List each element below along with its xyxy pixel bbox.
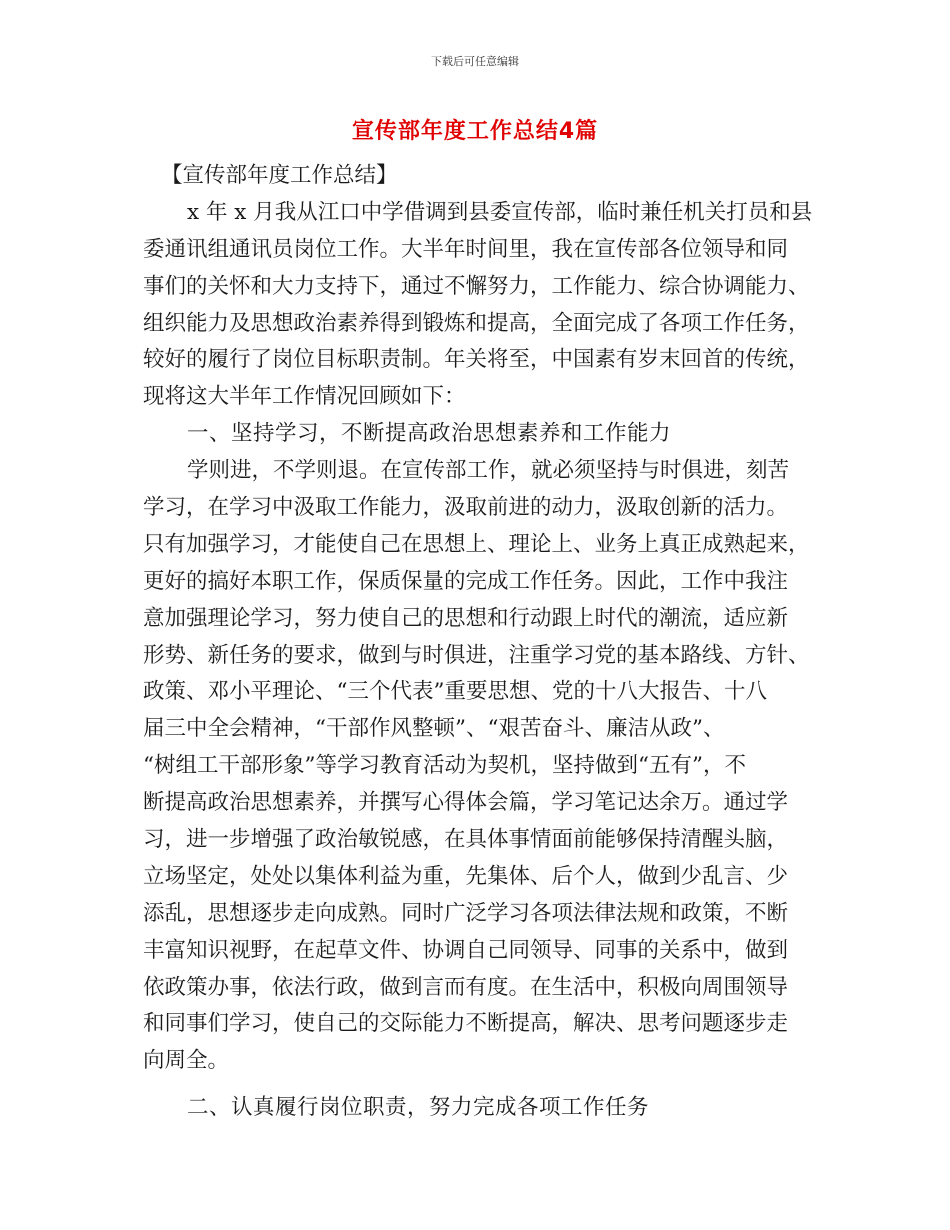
subheading: 一、坚持学习，不断提高政治思想素养和工作能力	[187, 421, 672, 447]
paragraph-line: “树组工干部形象”等学习教育活动为契机，坚持做到“五有”，不	[143, 753, 746, 779]
document-title: 宣传部年度工作总结4篇	[351, 119, 599, 144]
page-header: 下载后可任意编辑	[431, 55, 519, 68]
paragraph-line: 更好的搞好本职工作，保质保量的完成工作任务。因此，工作中我注	[143, 568, 789, 594]
paragraph-line: 形势、新任务的要求，做到与时俱进，注重学习党的基本路线、方针、	[143, 642, 810, 668]
paragraph-line: 意加强理论学习，努力使自己的思想和行动跟上时代的潮流，适应新	[143, 605, 789, 631]
document-body	[143, 158, 813, 1127]
paragraph-line: 事们的关怀和大力支持下，通过不懈努力，工作能力、综合协调能力、	[143, 273, 810, 299]
paragraph-line: 断提高政治思想素养，并撰写心得体会篇，学习笔记达余万。通过学	[143, 790, 789, 816]
paragraph-line: 学习，在学习中汲取工作能力，汲取前进的动力，汲取创新的活力。	[143, 495, 789, 521]
paragraph-line: 学则进，不学则退。在宣传部工作，就必须坚持与时俱进，刻苦	[187, 458, 790, 484]
paragraph-line: 届三中全会精神，“干部作风整顿”、“艰苦奋斗、廉洁从政”、	[143, 716, 725, 742]
paragraph-line: 组织能力及思想政治素养得到锻炼和提高，全面完成了各项工作任务，	[143, 310, 810, 336]
paragraph-line: 现将这大半年工作情况回顾如下：	[143, 384, 466, 410]
paragraph-line: 添乱，思想逐步走向成熟。同时广泛学习各项法律法规和政策，不断	[143, 900, 789, 926]
paragraph-line: 委通讯组通讯员岗位工作。大半年时间里，我在宣传部各位领导和同	[143, 236, 789, 262]
paragraph-line: x 年 x 月我从江口中学借调到县委宣传部，临时兼任机关打员和县	[187, 199, 813, 225]
paragraph-line: 立场坚定，处处以集体利益为重，先集体、后个人，做到少乱言、少	[143, 863, 789, 889]
paragraph-line: 政策、邓小平理论、“三个代表”重要思想、党的十八大报告、十八	[143, 679, 767, 705]
blank-line	[143, 1080, 803, 1090]
section-heading: 【宣传部年度工作总结】	[161, 163, 398, 188]
paragraph-line: 较好的履行了岗位目标职责制。年关将至，中国素有岁末回首的传统，	[143, 347, 810, 373]
paragraph-line: 只有加强学习，才能使自己在思想上、理论上、业务上真正成熟起来，	[143, 531, 810, 557]
paragraph-line: 丰富知识视野，在起草文件、协调自己同领导、同事的关系中，做到	[143, 937, 789, 963]
paragraph-line: 依政策办事，依法行政，做到言而有度。在生活中，积极向周围领导	[143, 974, 789, 1000]
subheading: 二、认真履行岗位职责，努力完成各项工作任务	[187, 1095, 650, 1121]
paragraph-line: 和同事们学习，使自己的交际能力不断提高，解决、思考问题逐步走	[143, 1011, 789, 1037]
paragraph-line: 习，进一步增强了政治敏锐感，在具体事情面前能够保持清醒头脑，	[143, 827, 789, 853]
paragraph-line: 向周全。	[143, 1048, 230, 1074]
